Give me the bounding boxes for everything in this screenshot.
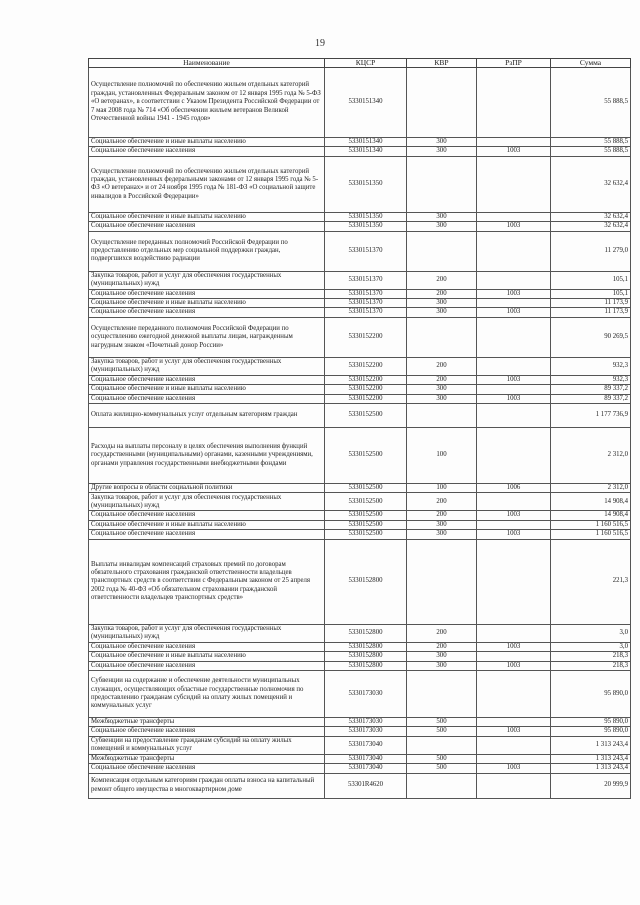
table-row [89,271,631,289]
cell-sum: 89 337,2 [551,394,631,403]
cell-sum: 105,1 [551,271,631,289]
table-row [89,222,631,231]
cell-sum: 1 177 736,9 [551,404,631,428]
table-row [89,428,631,484]
cell-rzpr: 1003 [477,394,551,403]
table-row [89,642,631,651]
cell-kvr: 300 [407,147,477,156]
cell-sum: 1 160 516,5 [551,520,631,529]
cell-rzpr [477,652,551,661]
cell-kcsr: 5330151370 [325,231,407,271]
cell-kcsr: 5330173030 [325,717,407,726]
header-sum: Сумма [551,59,631,68]
table-row [89,736,631,754]
cell-sum: 1 313 243,4 [551,764,631,773]
cell-name: Осуществление переданных полномочий Российской Федерации по предоставлению отдельных мер социальной поддержки граждан, подвергшихся воздействию радиации [89,231,325,271]
cell-kvr: 300 [407,138,477,147]
cell-kcsr: 5330152800 [325,539,407,624]
header-rzpr: РзПР [477,59,551,68]
table-row [89,520,631,529]
cell-rzpr [477,773,551,798]
cell-kvr: 500 [407,754,477,763]
cell-sum: 2 312,0 [551,428,631,484]
table-row [89,727,631,736]
table-row [89,68,631,138]
cell-sum: 2 312,0 [551,484,631,493]
cell-rzpr [477,299,551,308]
cell-sum: 32 632,4 [551,212,631,221]
cell-name: Межбюджетные трансферты [89,754,325,763]
cell-kvr: 200 [407,642,477,651]
cell-kcsr: 5330151370 [325,289,407,298]
cell-kvr: 300 [407,394,477,403]
cell-rzpr: 1003 [477,308,551,317]
cell-kvr: 300 [407,385,477,394]
cell-kcsr: 5330152200 [325,317,407,357]
table-row [89,147,631,156]
cell-kvr: 500 [407,764,477,773]
budget-table [88,58,631,799]
cell-kvr: 200 [407,624,477,642]
cell-name: Социальное обеспечение населения [89,222,325,231]
table-row [89,530,631,539]
cell-name: Закупка товаров, работ и услуг для обеспечения государственных (муниципальных) нужд [89,271,325,289]
cell-name: Социальное обеспечение населения [89,661,325,670]
cell-sum: 95 890,0 [551,670,631,717]
cell-sum: 218,3 [551,652,631,661]
cell-kvr [407,68,477,138]
cell-kvr: 300 [407,530,477,539]
table-row [89,404,631,428]
cell-rzpr: 1003 [477,147,551,156]
table-row [89,717,631,726]
table-row [89,539,631,624]
cell-sum: 32 632,4 [551,156,631,212]
cell-kvr: 100 [407,484,477,493]
cell-kvr: 200 [407,357,477,375]
cell-rzpr: 1003 [477,222,551,231]
cell-kcsr: 5330152800 [325,624,407,642]
cell-sum: 95 890,0 [551,727,631,736]
cell-name: Закупка товаров, работ и услуг для обеспечения государственных (муниципальных) нужд [89,493,325,511]
cell-kcsr: 5330152200 [325,385,407,394]
cell-kvr: 300 [407,652,477,661]
cell-kcsr: 5330152500 [325,484,407,493]
cell-kcsr: 5330173040 [325,754,407,763]
table-row [89,138,631,147]
cell-name: Осуществление переданного полномочия Российской Федерации по осуществлению ежегодной денежной выплаты лицам, награжденным нагрудным знаком «Почетный донор России» [89,317,325,357]
cell-rzpr: 1003 [477,642,551,651]
table-row [89,493,631,511]
cell-sum: 55 888,5 [551,68,631,138]
table-row [89,484,631,493]
cell-rzpr: 1003 [477,530,551,539]
cell-kvr: 300 [407,222,477,231]
cell-sum: 55 888,5 [551,147,631,156]
cell-rzpr: 1003 [477,375,551,384]
table-row [89,764,631,773]
cell-kcsr: 5330151370 [325,299,407,308]
cell-name: Компенсация отдельным категориям граждан оплаты взноса на капитальный ремонт общего имущества в многоквартирном доме [89,773,325,798]
header-kcsr: КЦСР [325,59,407,68]
cell-kcsr: 5330173040 [325,736,407,754]
page-number: 19 [315,38,325,49]
cell-kvr: 300 [407,299,477,308]
cell-kvr [407,404,477,428]
cell-kvr: 200 [407,271,477,289]
cell-name: Социальное обеспечение и иные выплаты населению [89,385,325,394]
cell-rzpr [477,156,551,212]
cell-rzpr: 1006 [477,484,551,493]
cell-kvr: 500 [407,717,477,726]
cell-kcsr: 5330152500 [325,428,407,484]
cell-rzpr [477,138,551,147]
cell-sum: 932,3 [551,375,631,384]
cell-sum: 3,0 [551,642,631,651]
cell-name: Социальное обеспечение населения [89,289,325,298]
cell-rzpr: 1003 [477,289,551,298]
cell-kcsr: 5330151370 [325,271,407,289]
cell-name: Другие вопросы в области социальной политики [89,484,325,493]
cell-kcsr: 5330151350 [325,156,407,212]
cell-kvr: 300 [407,661,477,670]
cell-name: Социальное обеспечение и иные выплаты населению [89,138,325,147]
cell-kvr: 200 [407,289,477,298]
header-name: Наименование [89,59,325,68]
cell-sum: 90 269,5 [551,317,631,357]
cell-rzpr [477,717,551,726]
cell-rzpr [477,231,551,271]
cell-kcsr: 5330151340 [325,138,407,147]
cell-rzpr: 1003 [477,661,551,670]
cell-kcsr: 5330152500 [325,404,407,428]
cell-name: Социальное обеспечение населения [89,308,325,317]
cell-name: Субвенции на содержание и обеспечение деятельности муниципальных служащих, осуществляющих областные государственные полномочия по предоставлению гражданам субсидий на оплату жилых помещений и коммунальных услуг [89,670,325,717]
cell-name: Социальное обеспечение населения [89,727,325,736]
cell-name: Социальное обеспечение населения [89,530,325,539]
table-row [89,661,631,670]
table-row [89,773,631,798]
cell-sum: 32 632,4 [551,222,631,231]
cell-kvr: 300 [407,212,477,221]
cell-kcsr: 5330152500 [325,530,407,539]
cell-sum: 105,1 [551,289,631,298]
cell-rzpr [477,212,551,221]
table-row [89,511,631,520]
cell-kcsr: 5330152500 [325,520,407,529]
cell-name: Осуществление полномочий по обеспечению жильем отдельных категорий граждан, установленных Федеральным законом от 12 января 1995 года № 5-ФЗ «О ветеранах», в соответствии с Указом Президента Российской Федерации от 7 мая 2008 года № 714 «Об обеспечении жильем ветеранов Великой Отечественной войны 1941 - 1945 годов» [89,68,325,138]
cell-rzpr: 1003 [477,764,551,773]
table-row [89,156,631,212]
table-row [89,357,631,375]
cell-name: Расходы на выплаты персоналу в целях обеспечения выполнения функций государственными (муниципальными) органами, казенными учреждениями, органами управления государственными внебюджетными фондами [89,428,325,484]
cell-kvr [407,156,477,212]
cell-kvr: 200 [407,375,477,384]
cell-kvr [407,773,477,798]
cell-sum: 95 890,0 [551,717,631,726]
cell-rzpr [477,624,551,642]
table-row [89,317,631,357]
cell-kcsr: 5330151350 [325,212,407,221]
cell-kcsr: 5330152500 [325,511,407,520]
cell-name: Осуществление полномочий по обеспечению жильем отдельных категорий граждан, установленных федеральными законами от 12 января 1995 года № 5-ФЗ «О ветеранах» и от 24 ноября 1995 года № 181-ФЗ «О социальной защите инвалидов в Российской Федерации» [89,156,325,212]
table-row [89,670,631,717]
cell-kcsr: 5330173030 [325,727,407,736]
cell-rzpr [477,520,551,529]
cell-kvr [407,670,477,717]
cell-sum: 20 999,9 [551,773,631,798]
cell-kvr: 500 [407,727,477,736]
cell-sum: 932,3 [551,357,631,375]
cell-kcsr: 5330152200 [325,375,407,384]
cell-name: Закупка товаров, работ и услуг для обеспечения государственных (муниципальных) нужд [89,357,325,375]
cell-rzpr: 1003 [477,511,551,520]
table-row [89,394,631,403]
cell-rzpr [477,539,551,624]
table-row [89,308,631,317]
cell-name: Закупка товаров, работ и услуг для обеспечения государственных (муниципальных) нужд [89,624,325,642]
cell-name: Межбюджетные трансферты [89,717,325,726]
cell-name: Социальное обеспечение населения [89,147,325,156]
cell-sum: 1 160 516,5 [551,530,631,539]
cell-kcsr: 5330173030 [325,670,407,717]
cell-sum: 1 313 243,4 [551,754,631,763]
cell-sum: 1 313 243,4 [551,736,631,754]
cell-kcsr: 5330152800 [325,642,407,651]
cell-name: Социальное обеспечение и иные выплаты населению [89,299,325,308]
table-row [89,375,631,384]
cell-kcsr: 5330151340 [325,68,407,138]
cell-kcsr: 5330151350 [325,222,407,231]
cell-kvr [407,736,477,754]
header-kvr: КВР [407,59,477,68]
table-row [89,299,631,308]
table-row [89,652,631,661]
cell-kvr: 300 [407,520,477,529]
cell-kcsr: 53301R4620 [325,773,407,798]
table-row [89,754,631,763]
cell-kvr: 100 [407,428,477,484]
cell-kcsr: 5330152200 [325,357,407,375]
cell-name: Социальное обеспечение и иные выплаты населению [89,652,325,661]
cell-name: Социальное обеспечение населения [89,375,325,384]
cell-kvr [407,317,477,357]
cell-name: Выплаты инвалидам компенсаций страховых премий по договорам обязательного страхования гражданской ответственности владельцев транспортных средств в соответствии с Федеральным законом от 25 апреля 2002 года № 40-ФЗ «Об обязательном страховании гражданской ответственности владельцев транспортных средств» [89,539,325,624]
cell-kcsr: 5330151370 [325,308,407,317]
cell-sum: 55 888,5 [551,138,631,147]
cell-name: Социальное обеспечение населения [89,511,325,520]
cell-kvr: 300 [407,308,477,317]
cell-rzpr [477,670,551,717]
cell-sum: 14 908,4 [551,493,631,511]
cell-kcsr: 5330152800 [325,652,407,661]
cell-rzpr [477,754,551,763]
cell-sum: 221,3 [551,539,631,624]
cell-name: Социальное обеспечение населения [89,394,325,403]
cell-sum: 11 173,9 [551,299,631,308]
cell-kvr [407,539,477,624]
table-row [89,385,631,394]
cell-name: Субвенции на предоставление гражданам субсидий на оплату жилых помещений и коммунальных услуг [89,736,325,754]
cell-rzpr [477,68,551,138]
cell-sum: 89 337,2 [551,385,631,394]
cell-rzpr [477,317,551,357]
cell-kcsr: 5330151340 [325,147,407,156]
table-row [89,289,631,298]
cell-kcsr: 5330173040 [325,764,407,773]
table-header-row [89,59,631,68]
cell-rzpr [477,404,551,428]
cell-name: Социальное обеспечение населения [89,642,325,651]
cell-kvr [407,231,477,271]
cell-kcsr: 5330152800 [325,661,407,670]
cell-rzpr [477,493,551,511]
cell-name: Социальное обеспечение населения [89,764,325,773]
table-row [89,212,631,221]
cell-sum: 11 279,0 [551,231,631,271]
cell-rzpr [477,385,551,394]
cell-rzpr [477,357,551,375]
cell-rzpr: 1003 [477,727,551,736]
cell-rzpr [477,736,551,754]
cell-name: Социальное обеспечение и иные выплаты населению [89,212,325,221]
cell-rzpr [477,271,551,289]
cell-name: Социальное обеспечение и иные выплаты населению [89,520,325,529]
table-row [89,624,631,642]
table-row [89,231,631,271]
cell-sum: 3,0 [551,624,631,642]
cell-kvr: 200 [407,511,477,520]
cell-kcsr: 5330152500 [325,493,407,511]
cell-rzpr [477,428,551,484]
cell-kcsr: 5330152200 [325,394,407,403]
cell-sum: 218,3 [551,661,631,670]
cell-name: Оплата жилищно-коммунальных услуг отдельным категориям граждан [89,404,325,428]
cell-sum: 11 173,9 [551,308,631,317]
cell-kvr: 200 [407,493,477,511]
cell-sum: 14 908,4 [551,511,631,520]
